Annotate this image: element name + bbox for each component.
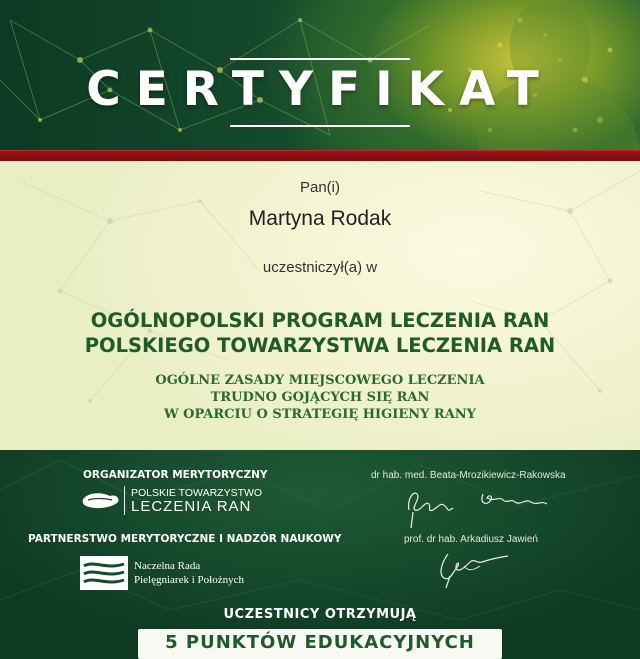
ptlr-logo-line-2: LECZENIA RAN (131, 498, 252, 515)
signature-1-graphic (395, 480, 565, 530)
red-divider-band (0, 150, 640, 161)
recipient-name: Martyna Rodak (248, 207, 392, 230)
salutation: Pan(i) (299, 179, 340, 196)
participants-label: UCZESTNICY OTRZYMUJĄ (223, 607, 417, 622)
certificate-title: CERTYFIKAT (86, 62, 554, 117)
education-points-text: 5 PUNKTÓW EDUKACYJNYCH (165, 632, 475, 653)
signer-2-name: prof. dr hab. Arkadiusz Jawień (404, 534, 538, 545)
program-title-line-1: OGÓLNOPOLSKI PROGRAM LECZENIA RAN (90, 309, 550, 332)
education-points-box (138, 629, 502, 659)
participation-text: uczestniczył(a) w (262, 259, 378, 276)
ptlr-logo-divider (124, 486, 125, 515)
organizer-heading: ORGANIZATOR MERYTORYCZNY (83, 469, 268, 481)
course-subtitle-line-1: OGÓLNE ZASADY MIEJSCOWEGO LECZENIA (155, 373, 485, 388)
nrpip-logo-icon (80, 556, 128, 590)
program-title-line-2: POLSKIEGO TOWARZYSTWA LECZENIA RAN (84, 334, 556, 357)
signature-2-graphic (432, 548, 522, 590)
signer-1-name: dr hab. med. Beata-Mrozikiewicz-Rakowska (371, 470, 566, 481)
nrpip-logo-line-2: Pielęgniarek i Położnych (134, 574, 244, 586)
certificate-footer (0, 450, 640, 653)
ptlr-logo-line-1: POLSKIE TOWARZYSTWO (131, 487, 263, 499)
partner-heading: PARTNERSTWO MERYTORYCZNE I NADZÓR NAUKOWY (28, 533, 342, 545)
certificate-body (0, 161, 640, 450)
title-line-bottom (230, 125, 410, 127)
title-line-top (230, 58, 410, 60)
nrpip-logo-line-1: Naczelna Rada (134, 560, 201, 572)
course-subtitle-line-3: W OPARCIU O STRATEGIĘ HIGIENY RANY (164, 407, 476, 422)
certificate-header (0, 0, 640, 152)
course-subtitle-line-2: TRUDNO GOJĄCYCH SIĘ RAN (210, 390, 430, 405)
